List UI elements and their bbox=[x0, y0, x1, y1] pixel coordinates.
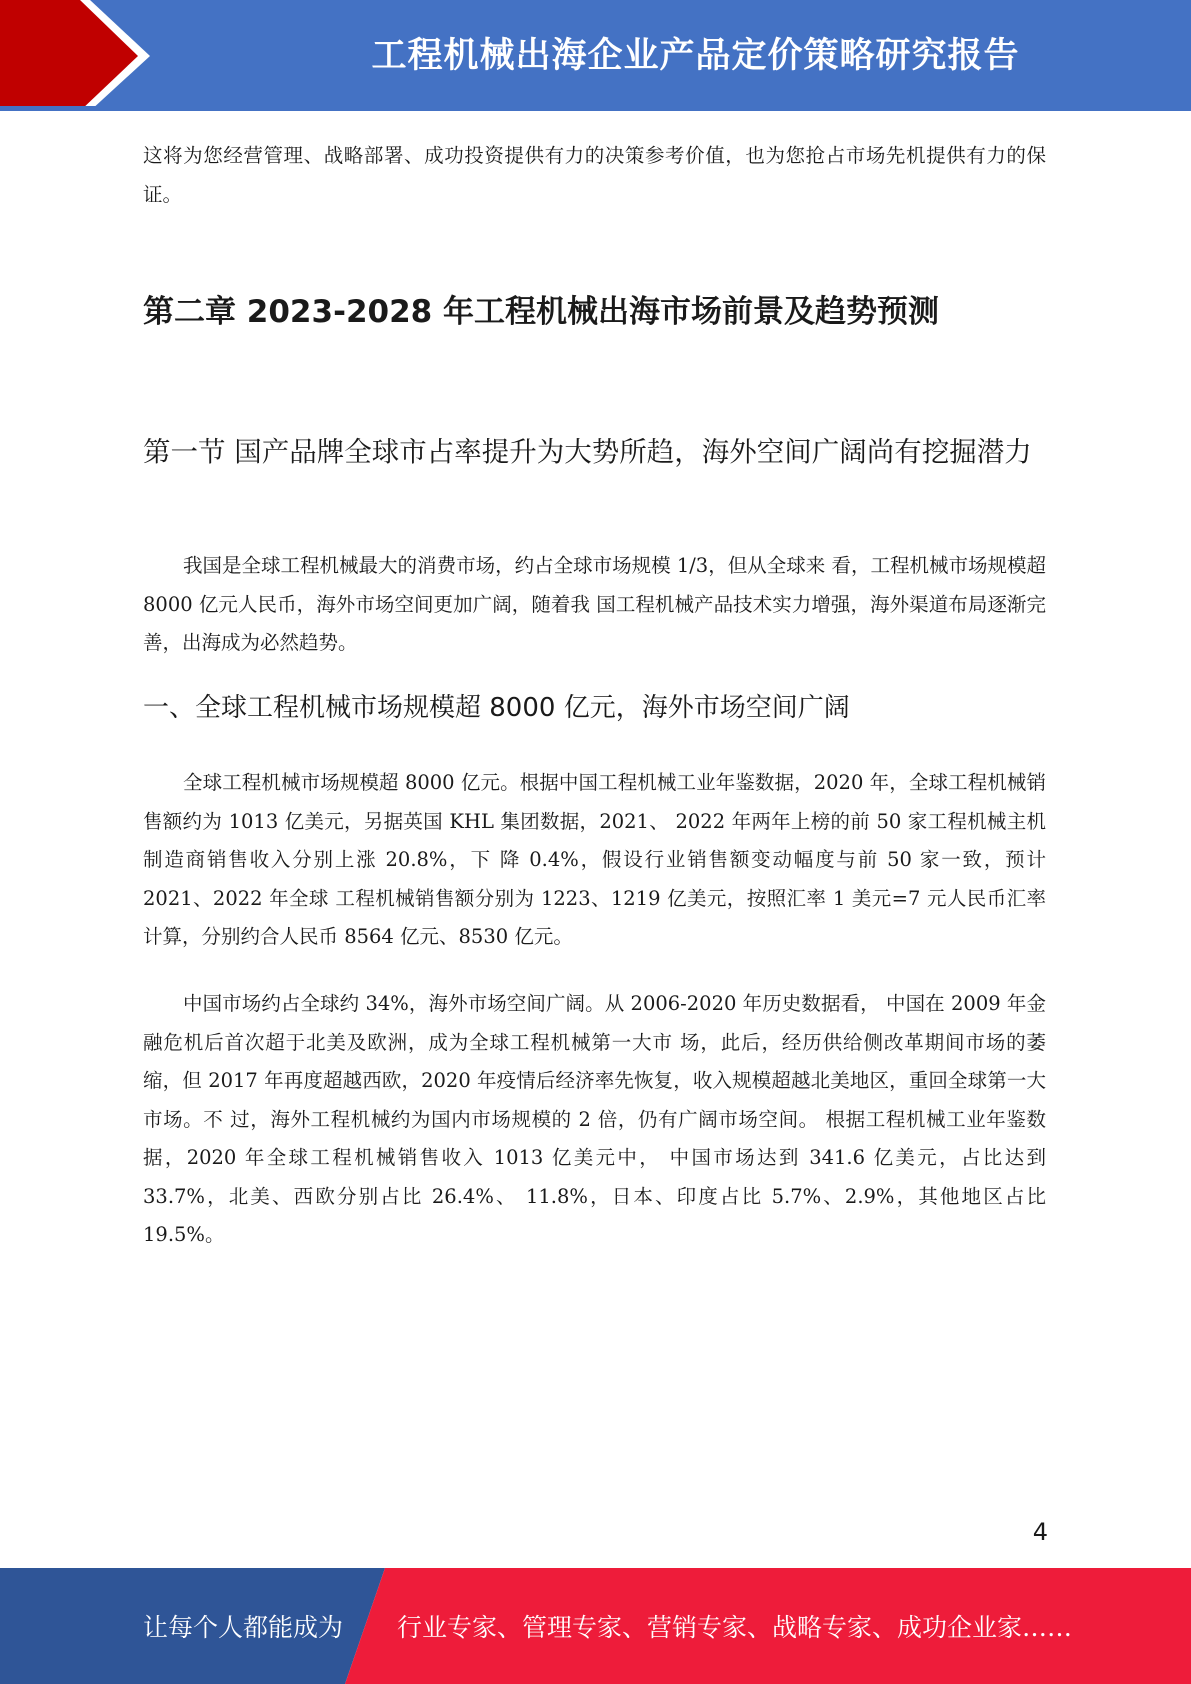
footer-slogan-right: 行业专家、管理专家、营销专家、战略专家、成功企业家…… bbox=[397, 1613, 1073, 1642]
chapter-title: 第二章 2023-2028 年工程机械出海市场前景及趋势预测 bbox=[143, 294, 940, 330]
body-paragraph-2-block bbox=[143, 985, 1046, 1255]
body-paragraph-1: 全球工程机械市场规模超 8000 亿元。根据中国工程机械工业年鉴数据，2020 年，全球工程机械销售额约为 1013 亿美元，另据英国 KHL 集团数据，2021、 2022 年两年上榜的前 50 家工程机械主机制造商销售收入分别上涨 20.8%，下 降 0.4%，假设行业销售额变动幅度与前 50 家一致，预计 2021、2022 年全球 工程机械销售额分别为 1223、1219 亿美元，按照汇率 1 美元=7 元人民币汇率 计算，分别约合人民币 8564 亿元、8530 亿元。 bbox=[143, 771, 1046, 948]
chapter-block bbox=[143, 290, 1046, 334]
subsection-block bbox=[143, 688, 1046, 728]
intro-paragraph: 这将为您经营管理、战略部署、成功投资提供有力的决策参考价值，也为您抢占市场先机提供有力的保证。 bbox=[143, 144, 1046, 206]
body-paragraph-1-block bbox=[143, 764, 1046, 957]
section-body bbox=[143, 547, 1046, 663]
page-number: 4 bbox=[1032, 1518, 1048, 1546]
subsection-title: 一、全球工程机械市场规模超 8000 亿元，海外市场空间广阔 bbox=[143, 693, 850, 723]
section-block bbox=[143, 430, 1046, 475]
section-title: 第一节 国产品牌全球市占率提升为大势所趋，海外空间广阔尚有挖掘潜力 bbox=[143, 436, 1032, 468]
report-title: 工程机械出海企业产品定价策略研究报告 bbox=[371, 36, 1020, 76]
intro-block bbox=[143, 137, 1046, 214]
page-header bbox=[0, 0, 1191, 111]
footer-slogan-left: 让每个人都能成为 bbox=[143, 1613, 344, 1642]
section-paragraph: 我国是全球工程机械最大的消费市场，约占全球市场规模 1/3，但从全球来 看，工程机械市场规模超 8000 亿元人民币，海外市场空间更加广阔，随着我 国工程机械产品技术实力增强，海外渠道布局逐渐完善，出海成为必然趋势。 bbox=[143, 554, 1046, 654]
body-paragraph-2: 中国市场约占全球约 34%，海外市场空间广阔。从 2006-2020 年历史数据看， 中国在 2009 年金融危机后首次超于北美及欧洲，成为全球工程机械第一大市 场，此后，经历供给侧改革期间市场的萎缩，但 2017 年再度超越西欧，2020 年疫情后经济率先恢复，收入规模超越北美地区，重回全球第一大市场。不 过，海外工程机械约为国内市场规模的 2 倍，仍有广阔市场空间。 根据工程机械工业年鉴数据，2020 年全球工程机械销售收入 1013 亿美元中， 中国市场达到 341.6 亿美元，占比达到 33.7%，北美、西欧分别占比 26.4%、 11.8%，日本、印度占比 5.7%、2.9%，其他地区占比 19.5%。 bbox=[143, 992, 1046, 1246]
page-footer bbox=[0, 1568, 1191, 1684]
